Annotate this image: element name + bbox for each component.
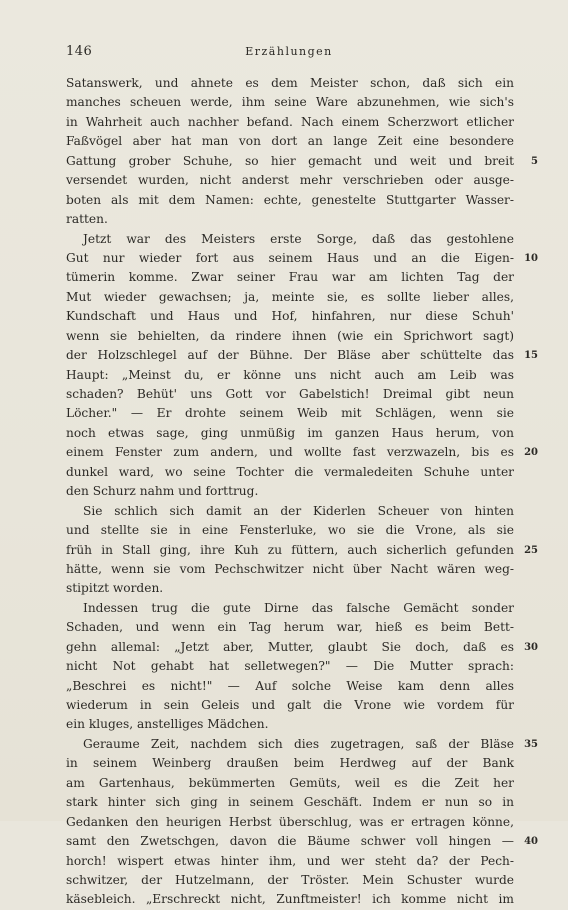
line-text: stipitzt worden. [66,581,164,596]
line-text: dunkel ward, wo seine Tochter die vermaledeiten Schuhe unter [66,464,514,479]
text-line [66,696,514,715]
text-line [66,171,514,190]
line-text: den Schurz nahm und forttrug. [66,484,259,499]
line-text: Geraume Zeit, nachdem sich dies zugetragen, saß der Bläse [83,736,514,751]
text-line [66,541,538,560]
text-line [66,210,514,229]
text-line [66,230,514,249]
text-line [66,385,514,404]
line-number: 10 [524,252,538,264]
line-text: nicht Not gehabt hat selletwegen?" — Die Mutter sprach: [66,659,514,674]
text-line [66,113,514,132]
text-line [66,327,514,346]
line-text: und stellte sie in eine Fensterluke, wo sie die Vrone, als sie [66,523,514,538]
line-text: Jetzt war des Meisters erste Sorge, daß das gestohlene [83,231,514,246]
text-line [66,152,538,171]
line-text: schwitzer, der Hutzelmann, der Tröster. Mein Schuster wurde [66,872,514,887]
text-line [66,890,514,909]
text-line [66,715,514,734]
text-line [66,735,538,754]
text-line [66,93,514,112]
line-text: Satanswerk, und ahnete es dem Meister schon, daß sich ein [66,76,514,90]
line-text: Indessen trug die gute Dirne das falsche Gemächt sonder [83,600,514,615]
text-line [66,346,538,365]
text-line [66,813,514,832]
text-line [66,482,514,501]
text-line [66,249,538,268]
text-line [66,793,514,812]
line-text: samt den Zwetschgen, davon die Bäume schwer voll hingen — [66,834,514,849]
text-line [66,443,538,462]
line-text: ein kluges, anstelliges Mädchen. [66,717,269,732]
text-line [66,560,514,579]
text-line [66,521,514,540]
line-text: Gut nur wieder fort aus seinem Haus und an die Eigen- [66,250,514,265]
running-title: Erzählungen [245,45,333,58]
line-text: manches scheuen werde, ihm seine Ware abzunehmen, wie sich's [66,95,514,110]
page-header [66,44,512,64]
line-text: hätte, wenn sie vom Pechschwitzer nicht über Nacht wären weg- [66,561,514,576]
line-number: 5 [531,155,538,167]
line-text: „Beschrei es nicht!" — Auf solche Weise kam denn alles [66,678,514,693]
line-text: wenn sie behielten, da rindere ihnen (wie ein Sprichwort sagt) [66,328,514,343]
text-line [66,463,514,482]
text-line [66,677,514,696]
text-line [66,852,514,871]
text-line [66,502,514,521]
line-text: horch! wispert etwas hinter ihm, und wer steht da? der Pech- [66,853,514,868]
line-text: Löcher." — Er drohte seinem Weib mit Schlägen, wenn sie [66,406,514,421]
line-text: Sie schlich sich damit an der Kiderlen Scheuer von hinten [83,503,514,518]
line-text: am Gartenhaus, bekümmerten Gemüts, weil es die Zeit her [66,775,514,790]
line-text: Mut wieder gewachsen; ja, meinte sie, es sollte lieber alles, [66,289,514,304]
text-line [66,832,538,851]
line-text: früh in Stall ging, ihre Kuh zu füttern, auch sicherlich gefunden [66,542,514,557]
text-line [66,424,514,443]
line-text: Kundschaft und Haus und Hof, hinfahren, nur diese Schuh' [66,309,514,324]
text-line [66,871,514,890]
line-number: 15 [524,350,538,362]
line-text: Faßvögel aber hat man von dort an lange Zeit eine besondere [66,134,514,149]
text-line [66,132,514,151]
line-number: 35 [524,738,538,750]
line-number: 20 [524,447,538,459]
line-text: stark hinter sich ging in seinem Geschäft. Indem er nun so in [66,795,514,810]
text-line [66,366,514,385]
line-number: 40 [524,836,538,848]
line-text: schaden? Behüt' uns Gott vor Gabelstich! Dreimal gibt neun [66,387,514,401]
text-line [66,774,514,793]
text-line [66,618,514,637]
line-text: wiederum in sein Geleis und galt die Vrone wie vordem für [66,698,514,712]
line-number: 30 [524,641,538,653]
text-line [66,579,514,598]
text-line [66,191,514,210]
line-text: Gattung grober Schuhe, so hier gemacht und weit und breit [66,153,514,168]
line-text: gehn allemal: „Jetzt aber, Mutter, glaubt Sie doch, daß es [66,639,514,654]
text-line [66,404,514,423]
body-text [66,74,538,910]
page-number: 146 [66,44,93,59]
text-line [66,307,514,326]
line-number: 25 [524,544,538,556]
text-line [66,638,538,657]
line-text: noch etwas sage, ging unmüßig im ganzen Haus herum, von [66,425,514,440]
line-text: einem Fenster zum andern, und wollte fast verzwazeln, bis es [66,445,514,460]
line-text: der Holzschlegel auf der Bühne. Der Bläse aber schüttelte das [66,348,514,363]
line-text: Schaden, und wenn ein Tag herum war, hieß es beim Bett- [66,620,514,635]
text-line [66,288,514,307]
line-text: Gedanken den heurigen Herbst überschlug, was er ertragen könne, [66,814,514,829]
line-text: boten als mit dem Namen: echte, genestelte Stuttgarter Wasser- [66,192,514,207]
line-text: ratten. [66,212,108,227]
line-text: versendet wurden, nicht anderst mehr verschrieben oder ausge- [66,173,514,188]
line-text: Haupt: „Meinst du, er könne uns nicht auch am Leib was [66,367,514,382]
text-line [66,657,514,676]
line-text: in Wahrheit auch nachher befand. Nach einem Scherzwort etlicher [66,114,514,129]
line-text: tümerin komme. Zwar seiner Frau war am lichten Tag der [66,270,514,285]
line-text: in seinem Weinberg draußen beim Herdweg auf der Bank [66,756,514,771]
line-text: käsebleich. „Erschreckt nicht, Zunftmeister! ich komme nicht im [66,892,514,907]
text-line [66,599,514,618]
text-line [66,268,514,287]
text-line [66,74,514,93]
text-line [66,754,514,773]
